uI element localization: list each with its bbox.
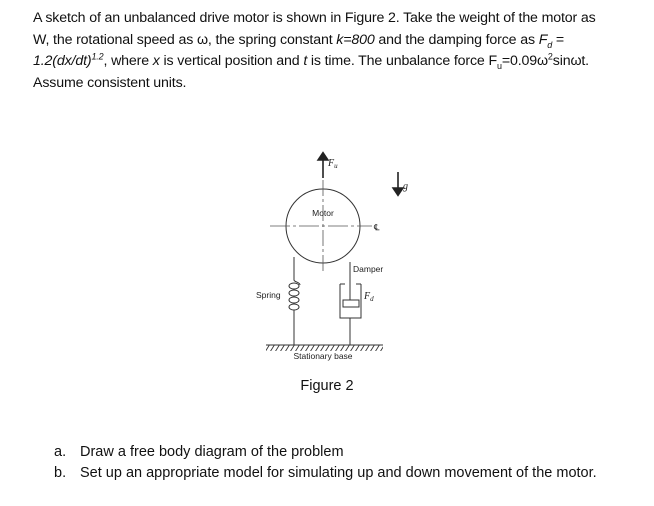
text: Assume consistent units. [33,74,187,91]
damper [340,262,383,345]
motor [270,180,380,272]
figure-caption: Figure 2 [300,378,354,394]
list-marker: b. [54,465,67,481]
centerline-symbol: ℄ [374,222,380,232]
unbalance-force-expression: =0.09ω [501,53,548,69]
damper-label: Damper [353,264,384,274]
question-text: Draw a free body diagram of the problem [80,444,344,460]
subscript: u [496,60,502,71]
exponent: 1.2 [91,51,104,62]
spring [256,257,300,345]
text: sinωt. [552,53,589,69]
text: is vertical position and [159,53,304,69]
fu-label: $F_u$ [328,158,338,170]
text: A sketch of an unbalanced drive motor is shown in Figure 2. Take the weight of the motor as [33,10,596,26]
exponent: 2 [547,51,553,62]
fd-label: $F_d$ [364,291,374,303]
motor-label: Motor [312,208,334,218]
gravity-arrow [398,172,408,192]
text: , where [103,53,153,69]
question-text: Set up an appropriate model for simulating up and down movement of the motor. [80,465,597,481]
text: is time. The unbalance force F [307,53,497,69]
base-label: Stationary base [293,351,353,361]
damping-force-symbol: F [538,31,548,48]
spring-constant: k=800 [336,31,375,48]
stationary-base [266,345,383,361]
omega-symbol: ω [196,31,208,48]
question-list [54,442,597,484]
text: = [552,31,565,48]
list-marker: a. [54,444,67,460]
text: and the damping force as [374,31,539,48]
text: W, the rotational speed as [33,31,197,48]
unbalance-force-arrow [323,156,338,178]
t-variable: t [303,53,308,69]
damping-expression: 1.2(dx/dt) [33,53,92,69]
question-a [54,442,597,463]
spring-label: Spring [256,290,281,300]
subscript: d [547,39,553,50]
question-b [54,463,597,484]
g-label: g [403,181,408,192]
text: , the spring constant [207,31,337,48]
x-variable: x [152,53,160,69]
